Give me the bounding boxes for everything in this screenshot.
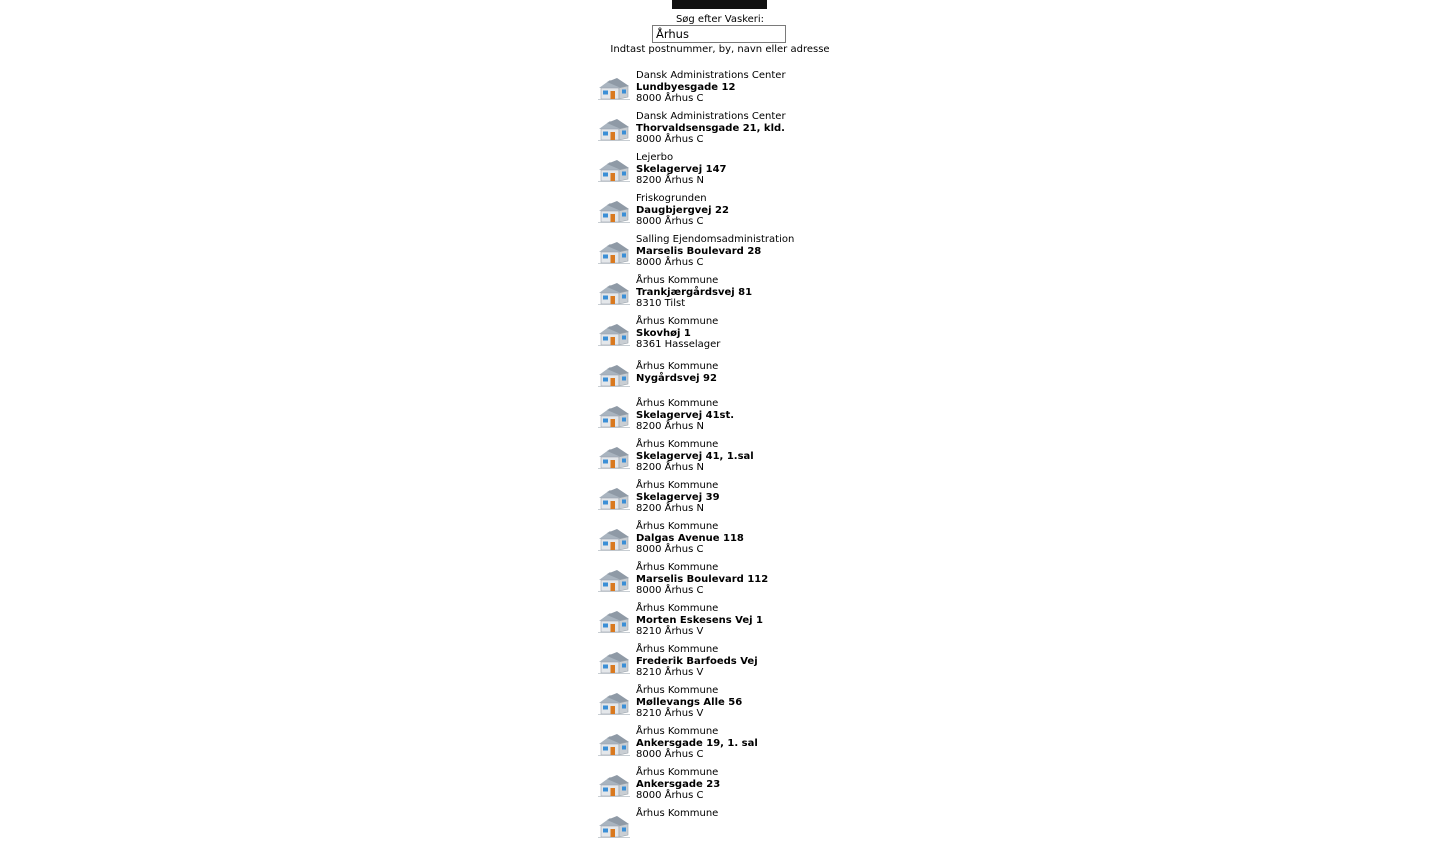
result-name: Århus Kommune (636, 275, 719, 286)
result-street: Morten Eskesens Vej 1 (636, 614, 763, 626)
result-text (636, 808, 718, 820)
result-name: Århus Kommune (636, 316, 719, 327)
result-name: Salling Ejendomsadministration (636, 234, 795, 245)
result-name: Århus Kommune (636, 562, 719, 573)
result-name: Århus Kommune (636, 480, 719, 491)
result-text (636, 316, 720, 351)
result-street: Lundbyesgade 12 (636, 81, 736, 93)
result-text (636, 685, 742, 720)
result-city: 8000 Århus C (636, 257, 704, 268)
result-item[interactable] (598, 234, 858, 275)
result-city: 8000 Århus C (636, 585, 704, 596)
result-city: 8200 Århus N (636, 175, 704, 186)
result-street: Ankersgade 23 (636, 778, 721, 790)
house-icon (598, 404, 630, 428)
result-item[interactable] (598, 808, 858, 849)
result-item[interactable] (598, 439, 858, 480)
result-name: Dansk Administrations Center (636, 70, 786, 81)
house-icon (598, 445, 630, 469)
house-icon (598, 158, 630, 182)
result-text (636, 398, 734, 433)
house-icon (598, 240, 630, 264)
result-item[interactable] (598, 562, 858, 603)
result-text (636, 193, 729, 228)
result-text (636, 361, 718, 384)
result-street: Frederik Barfoeds Vej (636, 655, 758, 667)
result-street: Dalgas Avenue 118 (636, 532, 744, 544)
result-name: Århus Kommune (636, 685, 719, 696)
result-street: Nygårdsvej 92 (636, 372, 717, 384)
result-item[interactable] (598, 357, 858, 398)
result-city: 8310 Tilst (636, 298, 686, 309)
result-city: 8000 Århus C (636, 749, 704, 760)
result-item[interactable] (598, 685, 858, 726)
house-icon (598, 76, 630, 100)
result-text (636, 521, 744, 556)
result-text (636, 275, 752, 310)
house-icon (598, 199, 630, 223)
search-label: Søg efter Vaskeri: (675, 14, 765, 25)
result-street: Thorvaldsensgade 21, kld. (636, 122, 785, 134)
result-name: Århus Kommune (636, 726, 719, 737)
result-city: 8000 Århus C (636, 790, 704, 801)
result-name: Århus Kommune (636, 767, 719, 778)
result-name: Dansk Administrations Center (636, 111, 786, 122)
result-text (636, 603, 763, 638)
results-list (598, 70, 858, 849)
result-street: Daugbjergvej 22 (636, 204, 729, 216)
result-street: Møllevangs Alle 56 (636, 696, 743, 708)
result-street: Marselis Boulevard 112 (636, 573, 769, 585)
result-item[interactable] (598, 603, 858, 644)
result-text (636, 234, 794, 269)
result-item[interactable] (598, 398, 858, 439)
house-icon (598, 363, 630, 387)
result-item[interactable] (598, 152, 858, 193)
result-text (636, 480, 720, 515)
result-item[interactable] (598, 111, 858, 152)
result-text (636, 644, 758, 679)
result-city: 8000 Århus C (636, 544, 704, 555)
result-city: 8361 Hasselager (636, 339, 721, 350)
result-item[interactable] (598, 480, 858, 521)
house-icon (598, 691, 630, 715)
house-icon (598, 322, 630, 346)
result-street: Skelagervej 39 (636, 491, 720, 503)
result-street: Skelagervej 41, 1.sal (636, 450, 754, 462)
result-city: 8200 Århus N (636, 462, 704, 473)
result-item[interactable] (598, 316, 858, 357)
result-city: 8210 Århus V (636, 708, 704, 719)
house-icon (598, 732, 630, 756)
result-name: Århus Kommune (636, 398, 719, 409)
result-text (636, 111, 786, 146)
result-name: Friskogrunden (636, 193, 707, 204)
result-name: Århus Kommune (636, 361, 719, 372)
result-name: Århus Kommune (636, 439, 719, 450)
house-icon (598, 568, 630, 592)
result-street: Marselis Boulevard 28 (636, 245, 762, 257)
result-city: 8000 Århus C (636, 216, 704, 227)
result-city: 8200 Århus N (636, 421, 704, 432)
result-name: Århus Kommune (636, 808, 719, 819)
result-item[interactable] (598, 726, 858, 767)
result-city: 8210 Århus V (636, 626, 704, 637)
house-icon (598, 527, 630, 551)
result-name: Århus Kommune (636, 603, 719, 614)
result-name: Lejerbo (636, 152, 674, 163)
house-icon (598, 609, 630, 633)
house-icon (598, 486, 630, 510)
result-city: 8210 Århus V (636, 667, 704, 678)
result-city: 8000 Århus C (636, 134, 704, 145)
result-city: 8000 Århus C (636, 93, 704, 104)
result-street: Skelagervej 147 (636, 163, 727, 175)
result-street: Trankjærgårdsvej 81 (636, 286, 753, 298)
result-item[interactable] (598, 275, 858, 316)
result-city: 8200 Århus N (636, 503, 704, 514)
search-hint: Indtast postnummer, by, navn eller adresse (610, 44, 830, 55)
header-bar (672, 0, 767, 9)
result-street: Skelagervej 41st. (636, 409, 735, 421)
result-name: Århus Kommune (636, 521, 719, 532)
result-text (636, 70, 786, 105)
result-text (636, 726, 758, 761)
search-input[interactable] (652, 25, 786, 43)
result-text (636, 152, 727, 187)
result-item[interactable] (598, 521, 858, 562)
house-icon (598, 281, 630, 305)
result-item[interactable] (598, 70, 858, 111)
result-street: Ankersgade 19, 1. sal (636, 737, 758, 749)
result-text (636, 767, 720, 802)
house-icon (598, 117, 630, 141)
result-item[interactable] (598, 767, 858, 808)
result-street: Skovhøj 1 (636, 327, 691, 339)
house-icon (598, 773, 630, 797)
house-icon (598, 650, 630, 674)
result-item[interactable] (598, 644, 858, 685)
result-name: Århus Kommune (636, 644, 719, 655)
house-icon (598, 814, 630, 838)
result-text (636, 562, 768, 597)
result-item[interactable] (598, 193, 858, 234)
result-text (636, 439, 754, 474)
